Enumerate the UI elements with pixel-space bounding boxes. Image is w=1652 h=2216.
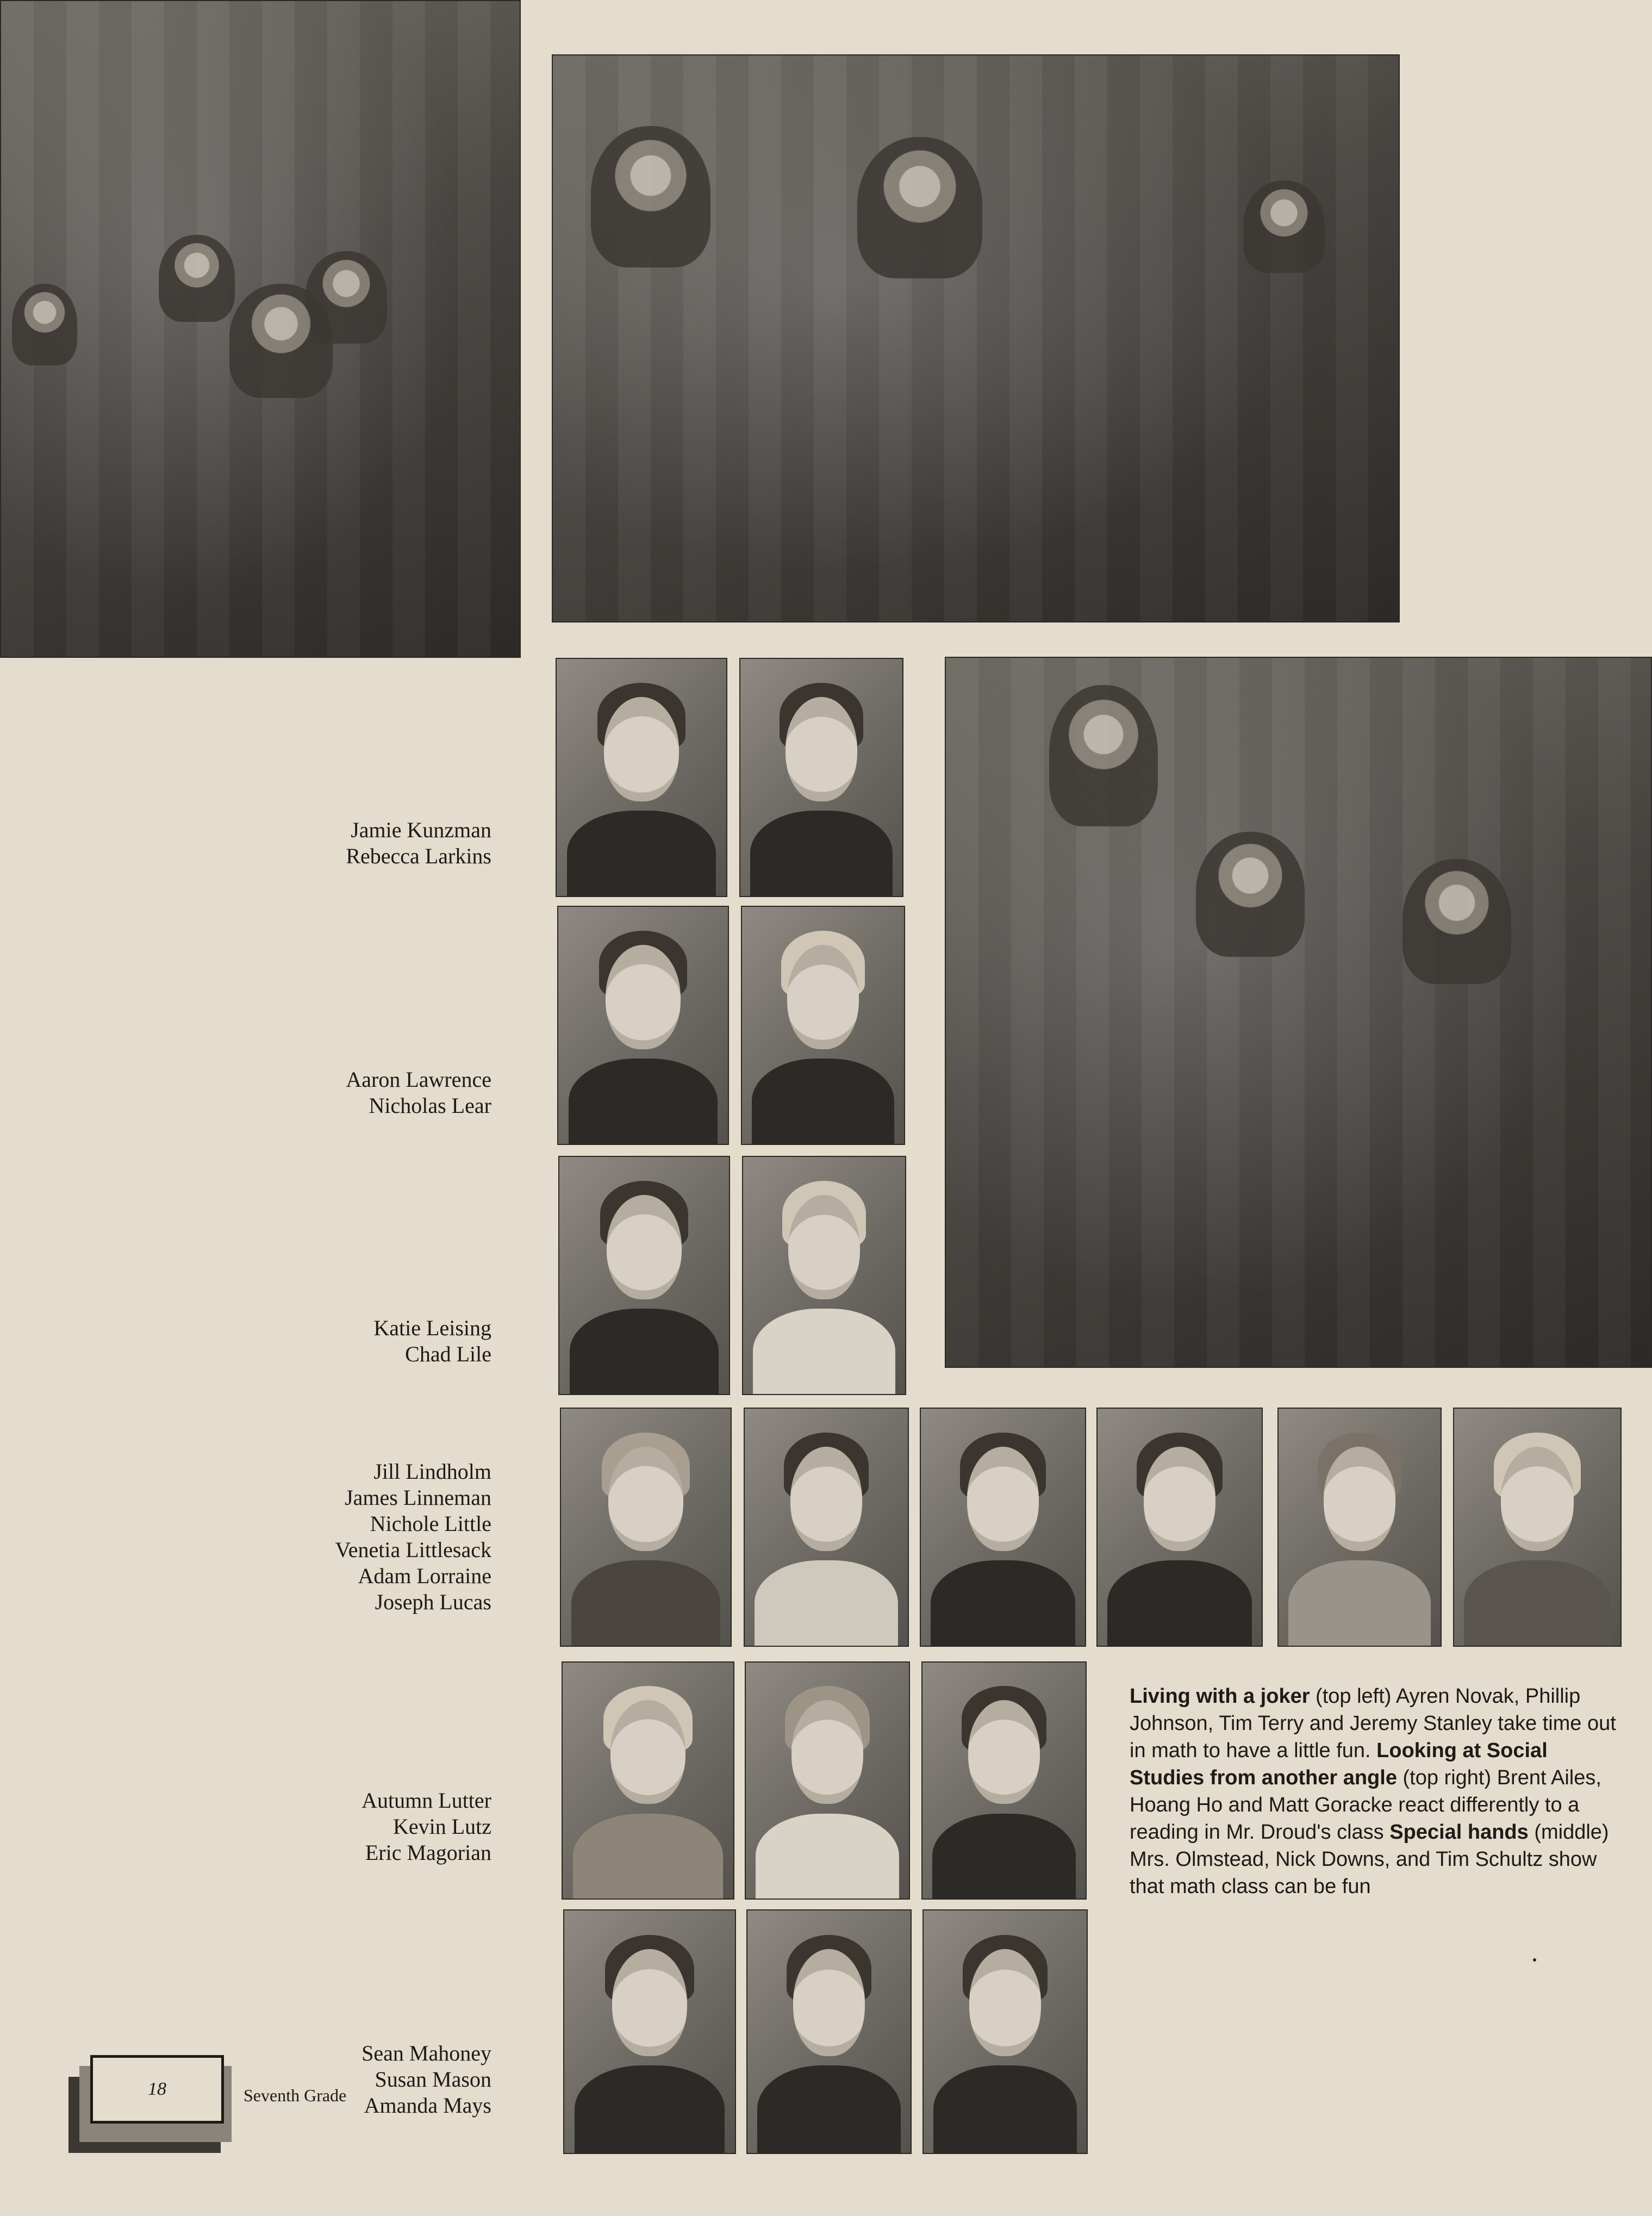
portrait-james-linneman <box>744 1408 909 1647</box>
student-name: Rebecca Larkins <box>346 844 491 868</box>
student-name: Sean Mahoney <box>361 2041 491 2065</box>
name-list-5 <box>361 1788 491 1866</box>
student-name: Eric Magorian <box>365 1840 491 1865</box>
student-name: Autumn Lutter <box>361 1788 491 1813</box>
name-list-1 <box>346 817 491 869</box>
portrait-joseph-lucas <box>1453 1408 1622 1647</box>
portrait-sean-mahoney <box>563 1909 736 2154</box>
name-list-6 <box>361 2040 491 2119</box>
portrait-rebecca-larkins <box>739 658 903 897</box>
student-name: Jamie Kunzman <box>351 818 491 842</box>
photo-top-right <box>552 54 1400 623</box>
student-name: Katie Leising <box>373 1316 491 1340</box>
portrait-eric-magorian <box>921 1661 1087 1900</box>
portrait-kevin-lutz <box>745 1661 910 1900</box>
page-number: 18 <box>148 2079 166 2099</box>
student-name: James Linneman <box>345 1485 491 1510</box>
portrait-nichole-little <box>920 1408 1086 1647</box>
student-name: Joseph Lucas <box>375 1590 491 1614</box>
portrait-jill-lindholm <box>560 1408 732 1647</box>
caption-heading: Looking at Social Studies from another angle <box>1130 1739 1548 1789</box>
name-list-2 <box>346 1067 491 1119</box>
caption-text: (top left) Ayren Novak, Phillip Johnson, Tim Terry and Jeremy Stanley take time out in math to have a little fun. <box>1130 1685 1616 1762</box>
portrait-adam-lorraine <box>1277 1408 1442 1647</box>
student-name: Kevin Lutz <box>392 1814 491 1839</box>
student-name: Susan Mason <box>375 2067 491 2091</box>
student-name: Chad Lile <box>405 1342 491 1366</box>
portrait-chad-lile <box>742 1156 906 1395</box>
caption-text: (middle) Mrs. Olmstead, Nick Downs, and Tim Schultz show that math class can be fun <box>1130 1821 1609 1898</box>
photo-top-left <box>0 0 521 658</box>
student-name: Venetia Littlesack <box>335 1537 491 1562</box>
student-name: Nichole Little <box>370 1511 491 1536</box>
portrait-venetia-littlesack <box>1096 1408 1263 1647</box>
portrait-amanda-mays <box>922 1909 1088 2154</box>
student-name: Adam Lorraine <box>358 1564 491 1588</box>
portrait-susan-mason <box>746 1909 912 2154</box>
page-number-box <box>90 2055 224 2124</box>
portrait-aaron-lawrence <box>557 906 729 1145</box>
student-name: Jill Lindholm <box>373 1459 491 1484</box>
portrait-jamie-kunzman <box>556 658 727 897</box>
name-list-3 <box>373 1315 491 1367</box>
photo-middle <box>945 657 1652 1368</box>
portrait-katie-leising <box>558 1156 730 1395</box>
caption-heading: Special hands <box>1389 1821 1529 1844</box>
portrait-nicholas-lear <box>741 906 905 1145</box>
portrait-autumn-lutter <box>562 1661 734 1900</box>
student-name: Nicholas Lear <box>369 1093 491 1118</box>
caption-text: (top right) Brent Ailes, Hoang Ho and Matt Goracke react differently to a reading in Mr. Droud's class <box>1130 1766 1601 1844</box>
section-title: Seventh Grade <box>244 2086 347 2105</box>
student-name: Aaron Lawrence <box>346 1067 491 1092</box>
caption-heading: Living with a joker <box>1130 1685 1310 1708</box>
student-name: Amanda Mays <box>364 2093 491 2118</box>
photo-caption <box>1130 1683 1619 1900</box>
print-speck <box>1533 1958 1536 1962</box>
name-list-4 <box>335 1459 491 1615</box>
